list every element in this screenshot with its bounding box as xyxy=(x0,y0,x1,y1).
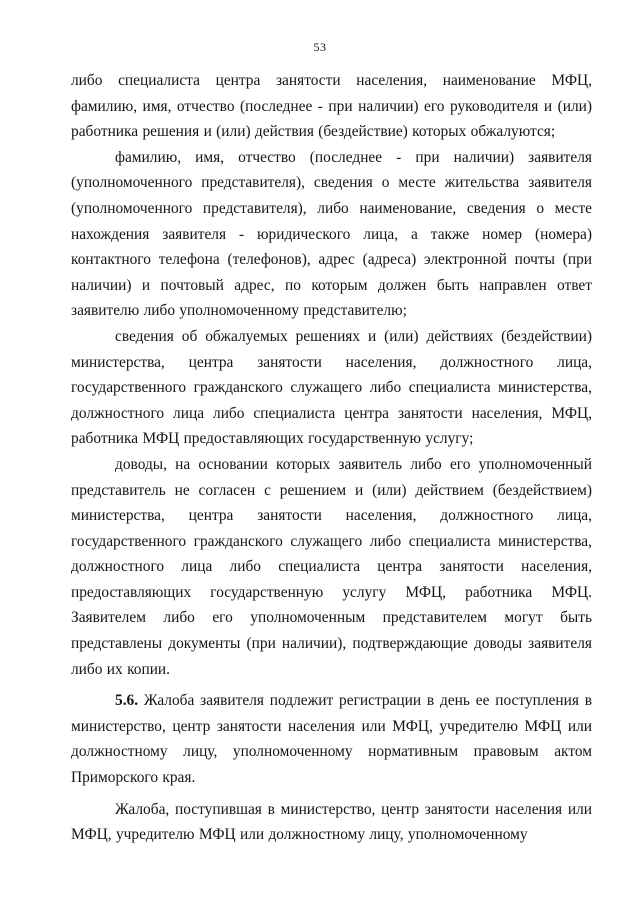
section-5-6-text: Жалоба заявителя подлежит регистрации в день ее поступления в министерство, центр занятости населения или МФЦ, учредителю МФЦ или должностному лицу, уполномоченному нормативным правовым актом Приморского края. xyxy=(71,692,592,787)
section-5-6 xyxy=(71,688,592,790)
page-number: 53 xyxy=(313,40,327,54)
paragraph-complaint-received: Жалоба, поступившая в министерство, центр занятости населения или МФЦ, учредителю МФЦ или должностному лицу, уполномоченному xyxy=(71,800,592,844)
paragraph-appellee-details: либо специалиста центра занятости населения, наименование МФЦ, фамилию, имя, отчество (последнее - при наличии) его руководителя и (или) работника решения и (или) действия (бездействие) которых обжалуются; xyxy=(71,72,592,141)
document-body xyxy=(71,68,592,848)
paragraph-applicant-details: фамилию, имя, отчество (последнее - при наличии) заявителя (уполномоченного представителя), сведения о месте жительства заявителя (уполномоченного представителя), либо наименование, сведения о месте нахождения заявителя - юридического лица, а также номер (номера) контактного телефона (телефонов), адрес (адреса) электронной почты (при наличии) и почтовый адрес, по которым должен быть направлен ответ заявителю либо уполномоченному представителю; xyxy=(71,148,592,320)
paragraph-appealed-decisions: сведения об обжалуемых решениях и (или) действиях (бездействии) министерства, центра занятости населения, должностного лица, государственного гражданского служащего либо специалиста министерства, должностного лица либо специалиста центра занятости населения, МФЦ, работника МФЦ предоставляющих государственную услугу; xyxy=(71,327,592,448)
paragraph-arguments: доводы, на основании которых заявитель либо его уполномоченный представитель не согласен с решением и (или) действием (бездействием) министерства, центра занятости населения, должностного лица, государственного гражданского служащего либо специалиста министерства, должностного лица либо специалиста центра занятости населения, предоставляющих государственную услугу МФЦ, работника МФЦ. Заявителем либо его уполномоченным представителем могут быть представлены документы (при наличии), подтверждающие доводы заявителя либо их копии. xyxy=(71,455,592,678)
section-number: 5.6. xyxy=(115,692,139,710)
